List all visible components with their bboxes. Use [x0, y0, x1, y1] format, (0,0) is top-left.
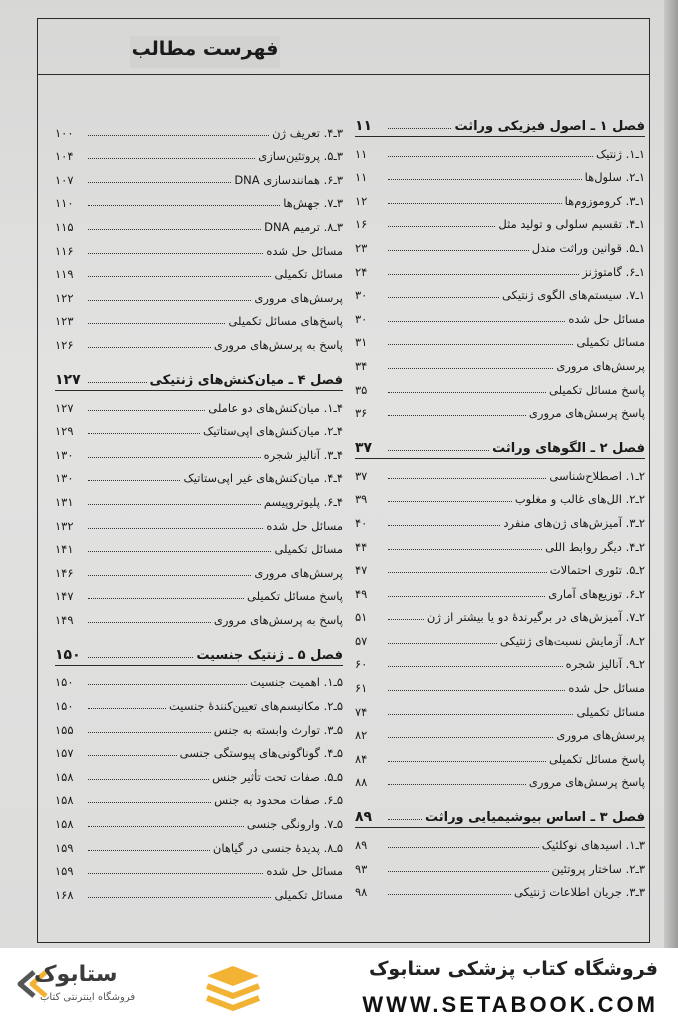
- page-number: ۱۲۶: [55, 337, 74, 352]
- page-number: ۳۵: [355, 382, 368, 397]
- dot-leader: [388, 128, 451, 129]
- page-number: ۹۳: [355, 861, 368, 876]
- toc-entry-title: مسائل حل شده: [568, 681, 645, 696]
- toc-entry-title: ۲ـ۷. آمیزش‌های در برگیرندهٔ دو یا بیشتر از ژن: [426, 610, 645, 625]
- toc-entry-title: فصل ۵ ـ ژنتیک جنسیت: [196, 647, 343, 663]
- toc-entry-title: مسائل تکمیلی: [576, 335, 645, 350]
- page-number: ۱۱: [355, 146, 368, 161]
- dot-leader: [388, 525, 500, 526]
- dot-leader: [388, 549, 542, 550]
- dot-leader: [388, 596, 545, 597]
- toc-entry[interactable]: [55, 415, 343, 439]
- toc-entry[interactable]: [355, 231, 645, 255]
- toc-entry-title: پاسخ پرسش‌های مروری: [528, 775, 645, 790]
- dot-leader: [388, 344, 573, 345]
- toc-entry[interactable]: [55, 462, 343, 486]
- toc-entry-title: پرسش‌های مروری: [254, 565, 343, 580]
- page-number: ۳۰: [355, 311, 368, 326]
- page-number: ۱۶: [355, 217, 368, 232]
- toc-entry-title: پاسخ به پرسش‌های مروری: [213, 612, 343, 627]
- toc-entry-title: ۱ـ۳. کروموزوم‌ها: [564, 193, 645, 208]
- toc-entry-title: ۳ـ۵. پروتئین‌سازی: [258, 149, 343, 164]
- toc-entry[interactable]: [355, 349, 645, 373]
- toc-entry[interactable]: [55, 305, 343, 329]
- toc-entry[interactable]: [55, 760, 343, 784]
- toc-entry[interactable]: [55, 258, 343, 282]
- toc-entry[interactable]: [55, 533, 343, 557]
- toc-entry-title: مسائل تکمیلی: [274, 542, 343, 557]
- toc-entry[interactable]: [355, 601, 645, 625]
- toc-entry-title: ۵ـ۶. صفات محدود به جنس: [214, 793, 343, 808]
- toc-entry-title: ۵ـ۱. اهمیت جنسیت: [250, 675, 343, 690]
- dot-leader: [88, 504, 261, 505]
- toc-entry-title: ۲ـ۸. آزمایش نسبت‌های ژنتیکی: [499, 633, 645, 648]
- dot-leader: [388, 250, 529, 251]
- toc-entry-title: ۵ـ۴. گوناگونی‌های پیوستگی جنسی: [179, 746, 343, 761]
- page-number: ۱۵۷: [55, 746, 74, 761]
- toc-entry-title: ۲ـ۲. الل‌های غالب و مغلوب: [514, 492, 645, 507]
- dot-leader: [388, 179, 582, 180]
- toc-entry[interactable]: [55, 140, 343, 164]
- page-number: ۱۵۰: [55, 675, 74, 690]
- dot-leader: [388, 737, 553, 738]
- toc-entry-title: ۵ـ۵. صفات تحت تأثیر جنس: [212, 769, 343, 784]
- toc-entry[interactable]: [355, 184, 645, 208]
- toc-entry[interactable]: [355, 671, 645, 695]
- toc-entry-title: مسائل حل شده: [568, 311, 645, 326]
- dot-leader: [388, 666, 563, 667]
- toc-entry-title: ۵ـ۲. مکانیسم‌های تعیین‌کنندهٔ جنسیت: [168, 699, 343, 714]
- toc-entry-title: ۴ـ۴. میان‌کنش‌های غیر اپی‌ستاتیک: [183, 471, 343, 486]
- dot-leader: [388, 619, 424, 620]
- dot-leader: [388, 643, 497, 644]
- toc-entry-title: ۳ـ۴. تعریف ژن: [272, 125, 343, 140]
- dot-leader: [88, 802, 211, 803]
- toc-entry-title: ۲ـ۶. توزیع‌های آماری: [548, 586, 645, 601]
- toc-entry-title: ۱ـ۱. ژنتیک: [595, 146, 645, 161]
- page-number: ۱۱۰: [55, 196, 74, 211]
- dot-leader: [388, 392, 546, 393]
- dot-leader: [388, 156, 593, 157]
- toc-entry[interactable]: [355, 302, 645, 326]
- toc-entry-title: ۱ـ۵. قوانین وراثت مندل: [531, 240, 645, 255]
- page-number: ۲۳: [355, 240, 368, 255]
- toc-entry-title: ۱ـ۴. تقسیم سلولی و تولید مثل: [498, 217, 645, 232]
- section-gap: [55, 627, 343, 637]
- toc-entry[interactable]: [55, 831, 343, 855]
- page-number: ۱۵۵: [55, 722, 74, 737]
- toc-entry[interactable]: [355, 648, 645, 672]
- toc-entry-title: ۴ـ۲. میان‌کنش‌های اپی‌ستاتیک: [202, 424, 343, 439]
- dot-leader: [88, 684, 247, 685]
- section-gap: [355, 420, 645, 430]
- toc-entry[interactable]: [55, 666, 343, 690]
- toc-entry-title: ۳ـ۶. همانندسازی DNA: [234, 172, 343, 187]
- toc-entry[interactable]: [55, 328, 343, 352]
- toc-entry-title: ۳ـ۲. ساختار پروتئین: [551, 861, 645, 876]
- page-number: ۳۶: [355, 406, 368, 421]
- toc-chapter-heading[interactable]: [355, 430, 645, 456]
- book-stack-icon: [207, 966, 259, 1008]
- toc-entry-title: فصل ۴ ـ میان‌کنش‌های ژنتیکی: [149, 372, 343, 388]
- dot-leader: [388, 690, 565, 691]
- dot-leader: [88, 300, 251, 301]
- toc-entry[interactable]: [355, 279, 645, 303]
- toc-entry[interactable]: [55, 784, 343, 808]
- page-number: ۱۱۶: [55, 243, 74, 258]
- dot-leader: [88, 657, 193, 658]
- dot-leader: [88, 182, 231, 183]
- dot-leader: [388, 415, 526, 416]
- toc-entry-title: مسائل حل شده: [266, 243, 343, 258]
- dot-leader: [88, 850, 210, 851]
- page-number: ۳۴: [355, 358, 368, 373]
- toc-entry[interactable]: [355, 483, 645, 507]
- page-number: ۵۷: [355, 633, 368, 648]
- toc-entry[interactable]: [55, 163, 343, 187]
- toc-entry[interactable]: [355, 506, 645, 530]
- page-number: ۳۹: [355, 492, 368, 507]
- page-number: ۱۲۲: [55, 290, 74, 305]
- page-number: ۹۸: [355, 885, 368, 900]
- toc-entry-title: فصل ۳ ـ اساس بیوشیمیایی وراثت: [424, 810, 645, 826]
- toc-entry[interactable]: [355, 459, 645, 483]
- page-number: ۸۴: [355, 751, 368, 766]
- dot-leader: [88, 323, 225, 324]
- toc-entry-title: ۲ـ۵. تئوری احتمالات: [549, 563, 645, 578]
- toc-entry-title: پاسخ‌های مسائل تکمیلی: [228, 314, 343, 329]
- page-number: ۱۴۹: [55, 612, 74, 627]
- toc-entry[interactable]: [355, 137, 645, 161]
- page-number: ۱۵۹: [55, 840, 74, 855]
- dot-leader: [88, 826, 244, 827]
- dot-leader: [388, 226, 495, 227]
- page-number: ۵۱: [355, 610, 368, 625]
- toc-entry-title: مسائل تکمیلی: [274, 267, 343, 282]
- toc-entry[interactable]: [355, 719, 645, 743]
- toc-entry[interactable]: [355, 161, 645, 185]
- toc-entry-title: پاسخ مسائل تکمیلی: [549, 751, 645, 766]
- page-number: ۱۶۸: [55, 887, 74, 902]
- dot-leader: [88, 253, 263, 254]
- toc-entry[interactable]: [55, 737, 343, 761]
- dot-leader: [88, 622, 211, 623]
- page-number: ۱۱: [355, 170, 368, 185]
- toc-entry-title: ۱ـ۷. سیستم‌های الگوی ژنتیکی: [501, 288, 645, 303]
- toc-entry-title: ۲ـ۳. آمیزش‌های ژن‌های منفرد: [503, 515, 645, 530]
- page-number: ۱۲۳: [55, 314, 74, 329]
- toc-entry-title: مسائل حل شده: [266, 864, 343, 879]
- dot-leader: [88, 205, 280, 206]
- section-gap: [55, 352, 343, 362]
- dot-leader: [88, 480, 180, 481]
- toc-entry-title: پاسخ مسائل تکمیلی: [549, 382, 645, 397]
- dot-leader: [88, 433, 200, 434]
- page-title: فهرست مطالب: [131, 38, 279, 60]
- toc-entry[interactable]: [55, 556, 343, 580]
- toc-entry[interactable]: [355, 852, 645, 876]
- toc-entry-title: مسائل تکمیلی: [274, 887, 343, 902]
- toc-entry-title: ۲ـ۹. آنالیز شجره: [565, 657, 645, 672]
- toc-left-column: [55, 116, 343, 902]
- toc-entry[interactable]: [355, 624, 645, 648]
- toc-entry[interactable]: [55, 210, 343, 234]
- toc-entry[interactable]: [355, 554, 645, 578]
- dot-leader: [388, 368, 553, 369]
- toc-entry[interactable]: [355, 742, 645, 766]
- page-number: ۴۷: [355, 563, 368, 578]
- toc-chapter-heading[interactable]: [55, 362, 343, 388]
- dot-leader: [88, 708, 166, 709]
- dot-leader: [388, 894, 511, 895]
- page-number: ۳۱: [355, 335, 368, 350]
- dot-leader: [88, 732, 211, 733]
- page-edge: [664, 0, 678, 948]
- page-number: ۳۰: [355, 288, 368, 303]
- dot-leader: [388, 274, 579, 275]
- toc-entry-title: ۱ـ۲. سلول‌ها: [584, 170, 645, 185]
- toc-entry-title: پاسخ مسائل تکمیلی: [247, 589, 343, 604]
- page-number: ۱۲۷: [55, 400, 74, 415]
- toc-entry[interactable]: [55, 713, 343, 737]
- toc-entry[interactable]: [55, 878, 343, 902]
- dot-leader: [388, 478, 546, 479]
- toc-entry[interactable]: [55, 807, 343, 831]
- page-number: ۱۵۸: [55, 817, 74, 832]
- toc-chapter-heading[interactable]: [355, 799, 645, 825]
- toc-entry-title: ۵ـ۸. پدیدهٔ جنسی در گیاهان: [212, 840, 343, 855]
- page-number: ۱۵۸: [55, 793, 74, 808]
- toc-entry[interactable]: [55, 234, 343, 258]
- toc-entry[interactable]: [355, 326, 645, 350]
- dot-leader: [388, 784, 526, 785]
- toc-entry[interactable]: [55, 187, 343, 211]
- toc-entry[interactable]: [355, 397, 645, 421]
- page-number: ۸۲: [355, 728, 368, 743]
- page-number: ۱۵۰: [55, 646, 81, 663]
- toc-entry[interactable]: [355, 208, 645, 232]
- dot-leader: [388, 450, 489, 451]
- toc-entry-title: ۴ـ۳. آنالیز شجره: [263, 447, 343, 462]
- toc-entry-title: پرسش‌های مروری: [556, 728, 645, 743]
- page-number: ۱۲۹: [55, 424, 74, 439]
- toc-entry-title: فصل ۲ ـ الگوهای وراثت: [492, 441, 645, 457]
- dot-leader: [88, 779, 209, 780]
- dot-leader: [88, 755, 177, 756]
- toc-entry[interactable]: [355, 577, 645, 601]
- title-rule: [37, 74, 650, 75]
- page-number: ۱۳۰: [55, 447, 74, 462]
- toc-entry-title: ۳ـ۷. جهش‌ها: [283, 196, 343, 211]
- page-number: ۴۹: [355, 586, 368, 601]
- page-number: ۱۵۰: [55, 699, 74, 714]
- dot-leader: [88, 382, 147, 383]
- toc-entry[interactable]: [355, 766, 645, 790]
- toc-entry[interactable]: [55, 689, 343, 713]
- page-number: ۸۹: [355, 838, 368, 853]
- toc-entry-title: پاسخ به پرسش‌های مروری: [213, 337, 343, 352]
- dot-leader: [88, 158, 255, 159]
- dot-leader: [88, 410, 205, 411]
- toc-chapter-heading[interactable]: [355, 108, 645, 134]
- store-url[interactable]: WWW.SETABOOK.COM: [362, 992, 658, 1017]
- toc-right-column: [355, 108, 645, 899]
- toc-entry-title: ۳ـ۸. ترمیم DNA: [264, 219, 343, 234]
- section-gap: [355, 789, 645, 799]
- toc-entry[interactable]: [55, 485, 343, 509]
- dot-leader: [88, 551, 271, 552]
- toc-entry-title: مسائل حل شده: [266, 518, 343, 533]
- dot-leader: [388, 572, 547, 573]
- page-number: ۴۴: [355, 539, 368, 554]
- dot-leader: [88, 347, 211, 348]
- toc-chapter-heading[interactable]: [55, 637, 343, 663]
- page-number: ۶۰: [355, 657, 368, 672]
- toc-entry[interactable]: [355, 695, 645, 719]
- toc-entry-title: ۵ـ۳. توارث وابسته به جنس: [213, 722, 343, 737]
- page-number: ۸۹: [355, 809, 373, 826]
- toc-entry[interactable]: [55, 580, 343, 604]
- logo-wordmark: ستابوک: [34, 962, 118, 987]
- page-number: ۱۱: [355, 118, 373, 134]
- toc-entry-title: ۲ـ۱. اصطلاح‌شناسی: [549, 468, 645, 483]
- toc-entry-title: ۳ـ۱. اسیدهای نوکلئیک: [541, 838, 645, 853]
- page-number: ۱۰۷: [55, 172, 74, 187]
- toc-entry[interactable]: [55, 438, 343, 462]
- toc-entry[interactable]: [355, 373, 645, 397]
- dot-leader: [88, 575, 251, 576]
- page-number: ۴۰: [355, 515, 368, 530]
- toc-entry-title: ۱ـ۶. گامتوژنز: [582, 264, 645, 279]
- page-number: ۱۳۲: [55, 518, 74, 533]
- toc-entry[interactable]: [355, 828, 645, 852]
- page-number: ۱۴۶: [55, 565, 74, 580]
- dot-leader: [88, 897, 271, 898]
- store-banner: [0, 948, 678, 1024]
- page-number: ۳۷: [355, 440, 373, 457]
- dot-leader: [388, 501, 512, 502]
- dot-leader: [88, 457, 261, 458]
- page-number: ۸۸: [355, 775, 368, 790]
- toc-entry-title: پرسش‌های مروری: [556, 358, 645, 373]
- toc-entry[interactable]: [355, 530, 645, 554]
- toc-entry-title: پاسخ پرسش‌های مروری: [528, 406, 645, 421]
- dot-leader: [388, 847, 539, 848]
- page-number: ۱۴۱: [55, 542, 74, 557]
- page-number: ۱۱۹: [55, 267, 74, 282]
- page-number: ۷۴: [355, 704, 368, 719]
- page-number: ۱۲۷: [55, 371, 81, 388]
- dot-leader: [88, 135, 269, 136]
- toc-entry-title: ۲ـ۴. دیگر روابط اللی: [545, 539, 645, 554]
- page-number: ۱۳۰: [55, 471, 74, 486]
- page-number: ۶۱: [355, 681, 368, 696]
- toc-entry[interactable]: [355, 255, 645, 279]
- page-number: ۲۴: [355, 264, 368, 279]
- page-number: ۱۵۸: [55, 769, 74, 784]
- page-number: ۱۵۹: [55, 864, 74, 879]
- dot-leader: [388, 297, 499, 298]
- page-number: ۱۱۵: [55, 219, 74, 234]
- page-number: ۱۲: [355, 193, 368, 208]
- dot-leader: [388, 871, 549, 872]
- toc-entry-title: مسائل تکمیلی: [576, 704, 645, 719]
- toc-entry-title: ۳ـ۳. جریان اطلاعات ژنتیکی: [513, 885, 645, 900]
- dot-leader: [88, 229, 261, 230]
- toc-entry-title: پرسش‌های مروری: [254, 290, 343, 305]
- toc-entry[interactable]: [55, 603, 343, 627]
- dot-leader: [388, 203, 562, 204]
- toc-entry-title: ۵ـ۷. وارونگی جنسی: [246, 817, 343, 832]
- toc-entry-title: ۴ـ۶. پلیوتروپیسم: [263, 494, 343, 509]
- toc-entry[interactable]: [55, 855, 343, 879]
- toc-entry[interactable]: [55, 391, 343, 415]
- logo-subtitle: فروشگاه اینترنتی کتاب: [40, 992, 136, 1003]
- store-name: فروشگاه کتاب پزشکی ستابوک: [368, 958, 658, 980]
- toc-entry-title: فصل ۱ ـ اصول فیزیکی وراثت: [454, 119, 645, 134]
- page-number: ۳۷: [355, 468, 368, 483]
- dot-leader: [88, 873, 263, 874]
- toc-entry[interactable]: [355, 876, 645, 900]
- page-number: ۱۰۰: [55, 125, 74, 140]
- page-number: ۱۳۱: [55, 494, 74, 509]
- toc-entry[interactable]: [55, 281, 343, 305]
- toc-entry-title: ۴ـ۱. میان‌کنش‌های دو عاملی: [208, 400, 343, 415]
- dot-leader: [388, 321, 565, 322]
- toc-entry[interactable]: [55, 116, 343, 140]
- dot-leader: [88, 276, 271, 277]
- dot-leader: [388, 761, 546, 762]
- dot-leader: [88, 598, 244, 599]
- page-number: ۱۴۷: [55, 589, 74, 604]
- toc-entry[interactable]: [55, 509, 343, 533]
- dot-leader: [88, 528, 263, 529]
- dot-leader: [388, 819, 422, 820]
- dot-leader: [388, 714, 573, 715]
- page-number: ۱۰۴: [55, 149, 74, 164]
